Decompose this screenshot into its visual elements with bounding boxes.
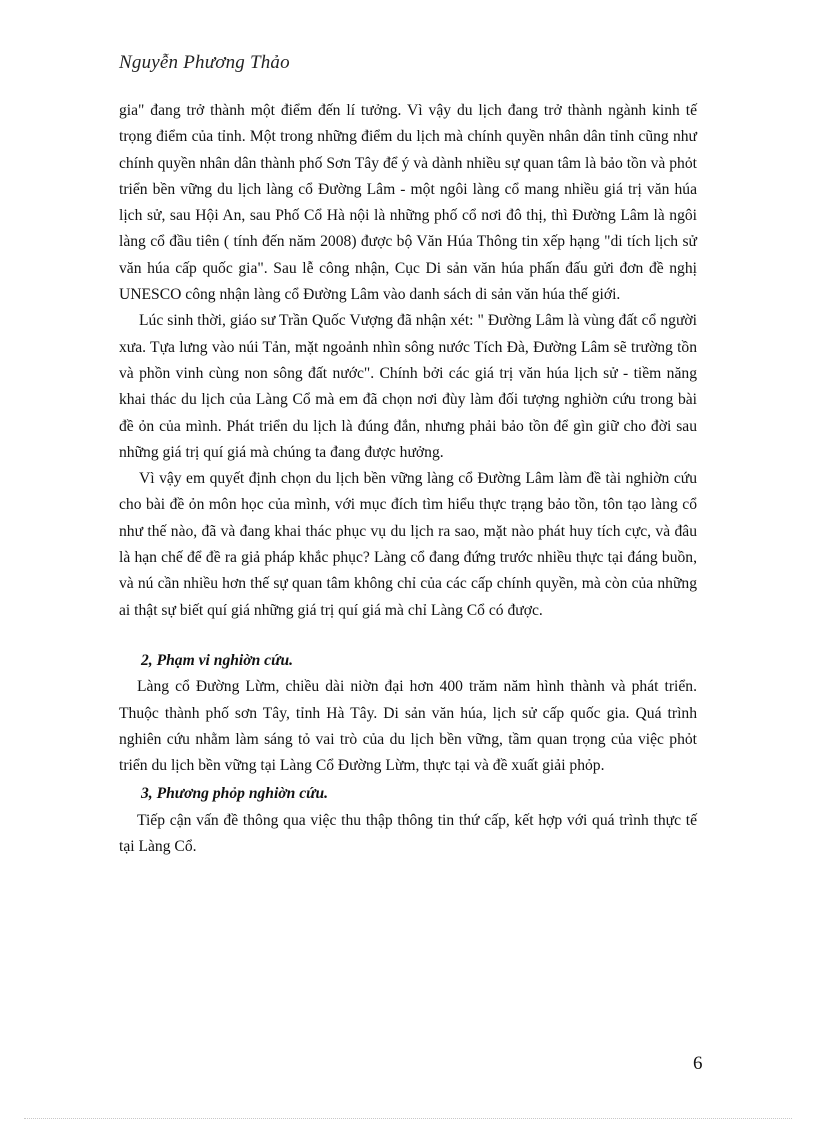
page-number: 6 [693, 1053, 703, 1074]
section-spacer [119, 624, 697, 648]
page-bottom-divider [24, 1118, 792, 1119]
section-2-heading: 2, Phạm vi nghiờn cứu. [141, 651, 294, 669]
paragraph-topic-choice: Vì vậy em quyết định chọn du lịch bền vững làng cổ Đường Lâm làm đề tài nghiờn cứu cho bài đề ỏn môn học của mình, với mục đích tìm hiểu thực trạng bảo tồn, tôn tạo làng cổ như thế nào, đã và đang khai thác phục vụ du lịch ra sao, mặt nào phát huy tích cực, và đâu là hạn chế để đề ra giả pháp khắc phục? Làng cổ đang đứng trước nhiều thực tại đáng buồn, và nú cần nhiều hơn thế sự quan tâm không chỉ của các cấp chính quyền, mà còn của những ai thật sự biết quí giá những giá trị quí giá mà chỉ Làng Cổ có được. [119, 470, 697, 619]
paragraph-intro-continued: gia" đang trở thành một điểm đến lí tưởng. Vì vậy du lịch đang trở thành ngành kinh tế trọng điểm của tỉnh. Một trong những điểm du lịch mà chính quyền nhân dân tỉnh cũng như chính quyền nhân dân thành phố Sơn Tây để ý và dành nhiều sự quan tâm là bảo tồn và phỏt triển bền vững du lịch làng cổ Đường Lâm - một ngôi làng cổ mang nhiều giá trị văn húa lịch sử, sau Hội An, sau Phố Cổ Hà nội là những phố cổ nơi đô thị, thì Đường Lâm là ngôi làng cổ đầu tiên ( tính đến năm 2008) được bộ Văn Húa Thông tin xếp hạng "di tích lịch sử văn húa cấp quốc gia". Sau lễ công nhận, Cục Di sản văn húa phấn đấu gửi đơn đề nghị UNESCO công nhận làng cổ Đường Lâm vào danh sách di sản văn húa thế giới. [119, 102, 697, 304]
section-3-heading: 3, Phương phỏp nghiờn cứu. [141, 785, 329, 803]
section-2-text: Làng cổ Đường Lừm, chiều dài niờn đại hơn 400 trăm năm hình thành và phát triển. Thuộc thành phố sơn Tây, tỉnh Hà Tây. Di sản văn húa, lịch sử cấp quốc gia. Quá trình nghiên cứu nhằm làm sáng tỏ vai trò của du lịch bền vững, tầm quan trọng của việc phỏt triển du lịch bền vững tại Làng Cổ Đường Lừm, thực tại và đề xuất giải phỏp. [119, 678, 697, 775]
section-3-text: Tiếp cận vấn đề thông qua việc thu thập thông tin thứ cấp, kết hợp với quá trình thực tế tại Làng Cổ. [119, 811, 697, 856]
body-text [119, 98, 697, 860]
header-author-name: Nguyễn Phương Thảo [119, 52, 290, 73]
paragraph-quote: Lúc sinh thời, giáo sư Trần Quốc Vượng đã nhận xét: " Đường Lâm là vùng đất cổ người xưa. Tựa lưng vào núi Tản, mặt ngoảnh nhìn sông nước Tích Đà, Đường Lâm sẽ trường tồn và phồn vinh cùng non sông đất nước". Chính bởi các giá trị văn húa lịch sử - tiềm năng khai thác du lịch của Làng Cổ mà em đã chọn nơi đùy làm đối tượng nghiờn cứu trong bài đề ỏn của mình. Phát triển du lịch là đúng đắn, nhưng phải bảo tồn để gìn giữ cho đời sau những giá trị quí giá mà chúng ta đang được hưởng. [119, 312, 697, 461]
